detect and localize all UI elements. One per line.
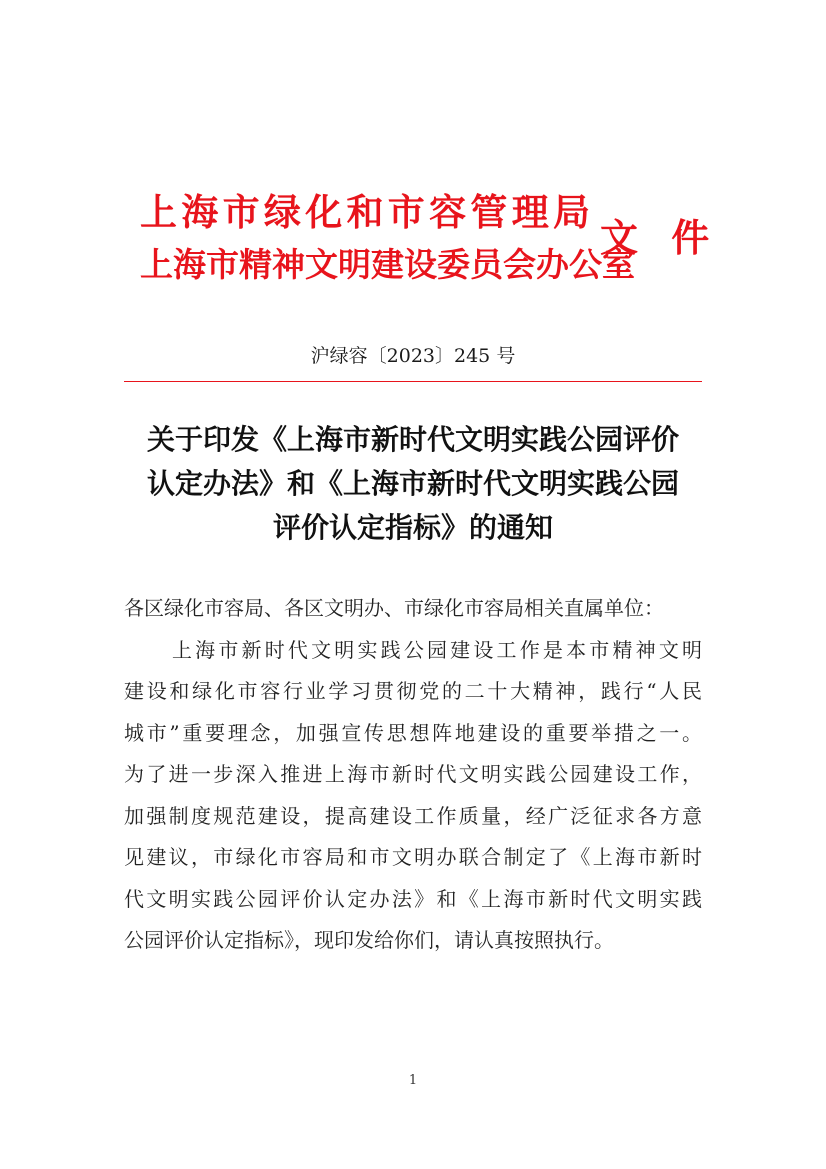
notice-title-line: 评价认定指标》的通知 — [272, 511, 553, 544]
salutation: 各区绿化市容局、各区文明办、市绿化市容局相关直属单位： — [124, 596, 664, 620]
body-line: 公园评价认定指标》，现印发给你们，请认真按照执行。 — [124, 928, 614, 952]
body-line: 城市”重要理念，加强宣传思想阵地建设的重要举措之一。 — [124, 720, 702, 745]
notice-body — [124, 588, 702, 962]
body-line: 代文明实践公园评价认定办法》和《上海市新时代文明实践 — [124, 886, 702, 911]
issuer-name-secondary: 上海市精神文明建设委员会办公室 — [140, 245, 635, 284]
notice-title-line: 关于印发《上海市新时代文明实践公园评价 — [146, 423, 679, 456]
red-separator-line — [124, 381, 702, 382]
page-number: 1 — [408, 1073, 418, 1088]
body-line: 加强制度规范建设，提高建设工作质量，经广泛征求各方意 — [124, 803, 702, 828]
body-line: 建设和绿化市容行业学习贯彻党的二十大精神，践行“人民 — [124, 679, 702, 703]
notice-title — [124, 418, 702, 550]
notice-title-line: 认定办法》和《上海市新时代文明实践公园 — [146, 467, 679, 500]
body-line: 见建议，市绿化市容局和市文明办联合制定了《上海市新时 — [124, 845, 702, 869]
body-line: 为了进一步深入推进上海市新时代文明实践公园建设工作， — [124, 762, 702, 786]
document-number: 沪绿容〔2023〕245 号 — [310, 345, 516, 367]
body-line: 上海市新时代文明实践公园建设工作是本市精神文明 — [172, 637, 702, 662]
issuer-name-primary: 上海市绿化和市容管理局 — [140, 190, 590, 234]
document-label: 文 件 — [600, 215, 720, 260]
